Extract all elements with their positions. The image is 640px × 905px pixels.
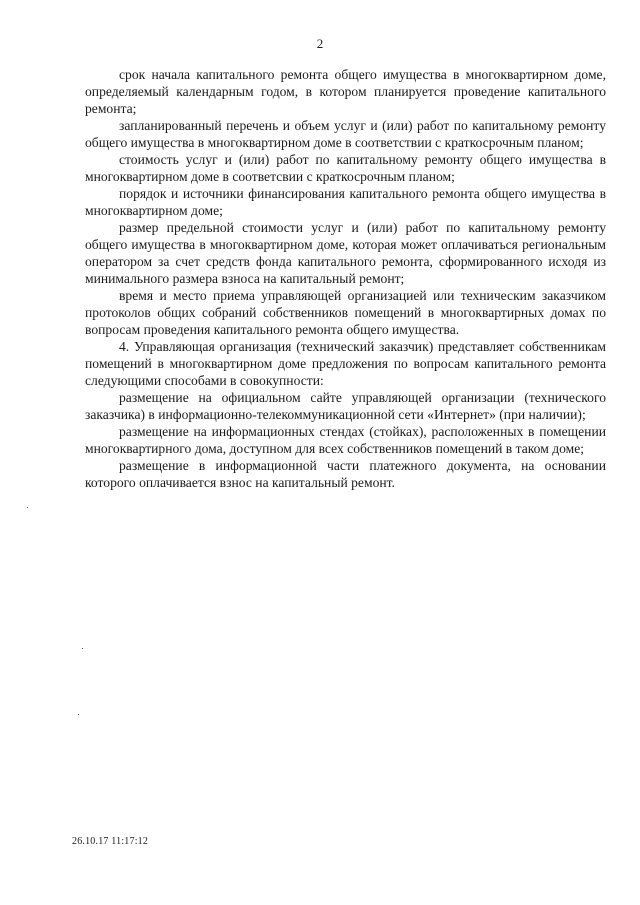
- paragraph-website-posting: размещение на официальном сайте управляющей организации (технического заказчика) в информационно-телекоммуникационной сети «Интернет» (при наличии);: [85, 390, 606, 422]
- paragraph-financing-sources: порядок и источники финансирования капитального ремонта общего имущества в многоквартирном доме;: [85, 186, 606, 218]
- paragraph-section-4: 4. Управляющая организация (технический заказчик) представляет собственникам помещений в многоквартирном доме предложения по вопросам капитального ремонта следующими способами в совокупности:: [85, 339, 606, 388]
- document-body: [85, 66, 606, 491]
- paragraph-repair-start-date: срок начала капитального ремонта общего имущества в многоквартирном доме, определяемый календарным годом, в котором планируется проведение капитального ремонта;: [85, 67, 606, 116]
- scan-speck: [78, 714, 79, 715]
- scan-speck: [27, 507, 28, 508]
- print-timestamp: 26.10.17 11:17:12: [72, 836, 149, 847]
- paragraph-stand-posting: размещение на информационных стендах (стойках), расположенных в помещении многоквартирного дома, доступном для всех собственников помещений в таком доме;: [85, 424, 606, 456]
- scan-speck: [82, 648, 83, 649]
- paragraph-payment-document: размещение в информационной части платежного документа, на основании которого оплачивается взнос на капитальный ремонт.: [85, 458, 606, 490]
- paragraph-works-cost: стоимость услуг и (или) работ по капитальному ремонту общего имущества в многоквартирном доме в соответсвии с краткосрочным планом;: [85, 152, 606, 184]
- page-number: 2: [316, 36, 324, 51]
- paragraph-max-cost: размер предельной стоимости услуг и (или) работ по капитальному ремонту общего имущества в многоквартирном доме, которая может оплачиваться региональным оператором за счет средств фонда капитального ремонта, сформированного исходя из минимального размера взноса на капитальный ремонт;: [85, 220, 606, 286]
- paragraph-protocol-reception: время и место приема управляющей организацией или техническим заказчиком протоколов общих собраний собственников помещений в многоквартирных домах по вопросам проведения капитального ремонта общего имущества.: [85, 288, 606, 337]
- paragraph-planned-works-list: запланированный перечень и объем услуг и (или) работ по капитальному ремонту общего имущества в многоквартирном доме в соответствии с краткосрочным планом;: [85, 118, 606, 150]
